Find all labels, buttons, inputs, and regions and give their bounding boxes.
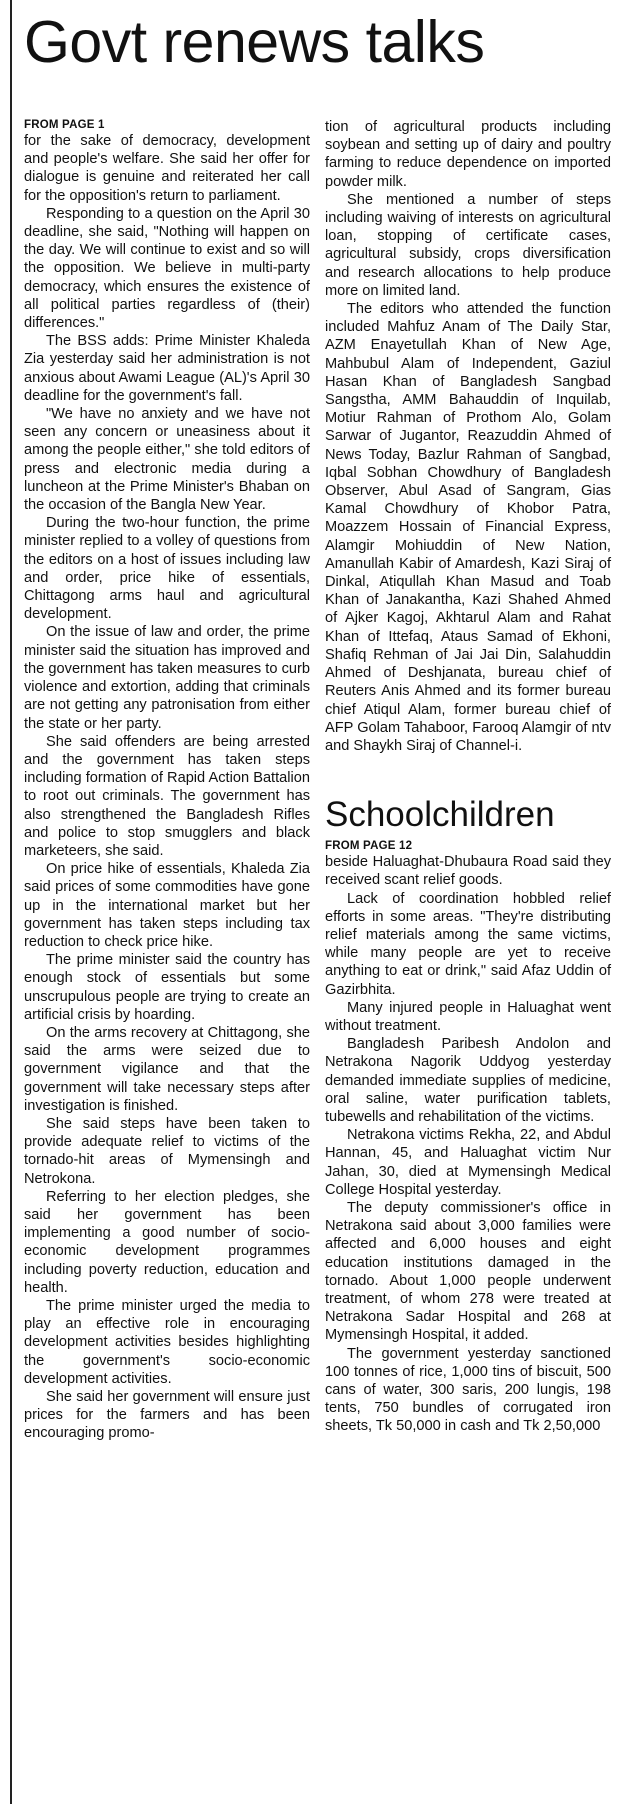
paragraph: for the sake of democracy, development and people's welfare. She said her offer for dialogue is genuine and reiterated her call for the opposition's return to parliament. — [24, 133, 310, 204]
paragraph: tion of agricultural products including soybean and setting up of dairy and poultry farming to reduce dependence on imported powder milk. — [325, 119, 611, 190]
paragraph: On the arms recovery at Chittagong, she said the arms were seized due to government vigilance and that the government will take necessary steps after investigation is finished. — [24, 1024, 310, 1114]
paragraph: Responding to a question on the April 30 deadline, she said, "Nothing will happen on the day. We will continue to exist and so will the opposition. We believe in multi-party democracy, which ensures the existence of all political parties regardless of (their) differences." — [24, 205, 310, 332]
paragraph: beside Haluaghat-Dhubaura Road said they received scant relief goods. — [325, 854, 611, 889]
paragraph: Lack of coordination hobbled relief efforts in some areas. "They're distributing relief materials among the same victims, while many people are yet to receive anything to eat or drink," said Afaz Uddin of Gazirbhita. — [325, 890, 611, 998]
story1-left-column — [24, 118, 310, 1443]
story2-headline: Schoolchildren — [325, 795, 555, 835]
right-column — [325, 118, 611, 1436]
paragraph: The prime minister urged the media to play an effective role in encouraging development activities besides highlighting the government's socio-economic development activities. — [24, 1298, 310, 1387]
paragraph: "We have no anxiety and we have not seen any concern or uneasiness about it among the people either," she told editors of press and electronic media during a luncheon at the Prime Minister's Bhaban on the occasion of the Bangla New Year. — [24, 406, 310, 514]
paragraph: The prime minister said the country has enough stock of essentials but some unscrupulous people are trying to create an artificial crisis by hoarding. — [24, 952, 310, 1023]
paragraph: She said her government will ensure just prices for the farmers and has been encouraging promo- — [24, 1389, 310, 1442]
paragraph: On price hike of essentials, Khaleda Zia said prices of some commodities have gone up in the international market but her government has taken steps including tax reduction to check price hike. — [24, 861, 310, 950]
paragraph: She said offenders are being arrested and the government has taken steps including formation of Rapid Action Battalion to root out criminals. The government has also strengthened the Bangladesh Rifles and police to stop smugglers and black marketeers, she said. — [24, 733, 310, 859]
paragraph: Netrakona victims Rekha, 22, and Abdul Hannan, 45, and Haluaghat victim Nur Jahan, 30, died at Mymensingh Medical College Hospital yesterday. — [325, 1127, 611, 1198]
paragraph: During the two-hour function, the prime minister replied to a volley of questions from the editors on a host of issues including law and order, price hike of essentials, Chittagong arms haul and agricultural development. — [24, 515, 310, 623]
paragraph: Referring to her election pledges, she said her government has been implementing a good number of socio-economic development programmes including poverty reduction, education and health. — [24, 1188, 310, 1296]
paragraph: On the issue of law and order, the prime minister said the situation has improved and the government has taken measures to curb violence and extortion, adding that criminals are not getting any patronisation from either the state or her party. — [24, 624, 310, 732]
paragraph: The deputy commissioner's office in Netrakona said about 3,000 families were affected and 6,000 houses and eight education institutions damaged in the tornado. About 1,000 people underwent treatment, of whom 278 were treated at Netrakona Sadar Hospital and 268 at Mymensingh Hospital, it added. — [325, 1199, 611, 1344]
paragraph: The editors who attended the function included Mahfuz Anam of The Daily Star, AZM Enayetullah Khan of New Age, Mahbubul Alam of Independent, Gaziul Hasan Khan of Bangladesh Sangbad Sangstha, AMM Bahauddin of Inquilab, Motiur Rahman of Prothom Alo, Golam Sarwar of Jugantor, Reazuddin Ahmed of News Today, Bazlur Rahman of Sangbad, Iqbal Sobhan Chowdhury of Bangladesh Observer, Abul Asad of Sangram, Gias Kamal Chowdhury of Khobor Patra, Moazzem Hossain of Financial Express, Alamgir Mohiuddin of New Nation, Amanullah Kabir of Amardesh, Kazi Siraj of Dinkal, Atiqullah Khan Masud and Toab Khan of Janakantha, Kazi Shahed Ahmed of Ajker Kagoj, Akhtarul Alam and Rahat Khan of Ittefaq, Ataus Samad of Ekhoni, Shafiq Rehman of Jai Jai Din, Salahuddin Ahmed of Deshjanata, bureau chief of Reuters Anis Ahmed and its former bureau chief Atiqul Alam, former bureau chief of AFP Golam Tahaboor, Farooq Alamgir of ntv and Shaykh Siraj of Channel-i. — [325, 301, 611, 754]
column-rule — [10, 0, 12, 1804]
paragraph: The BSS adds: Prime Minister Khaleda Zia yesterday said her administration is not anxious about Awami League (AL)'s April 30 deadline for the government's fall. — [24, 333, 310, 404]
paragraph: Bangladesh Paribesh Andolon and Netrakona Nagorik Uddyog yesterday demanded immediate supplies of medicine, oral saline, water purification tablets, tubewells and rehabilitation of the victims. — [325, 1036, 611, 1125]
paragraph: She said steps have been taken to provide adequate relief to victims of the tornado-hit areas of Mymensingh and Netrokona. — [24, 1115, 310, 1187]
story2-kicker: FROM PAGE 12 — [325, 840, 413, 853]
main-headline: Govt renews talks — [24, 9, 485, 75]
paragraph: The government yesterday sanctioned 100 tonnes of rice, 1,000 tins of biscuit, 500 cans of water, 300 saris, 200 lungis, 198 tents, 750 bundles of corrugated iron sheets, Tk 50,000 in cash and Tk 2,50,000 — [325, 1345, 611, 1435]
story1-kicker: FROM PAGE 1 — [24, 119, 105, 131]
paragraph: She mentioned a number of steps including waiving of interests on agricultural loan, stopping of certificate cases, agricultural subsidy, crops diversification and research allocations to help produce more on limited land. — [325, 191, 611, 299]
paragraph: Many injured people in Haluaghat went without treatment. — [325, 999, 611, 1034]
